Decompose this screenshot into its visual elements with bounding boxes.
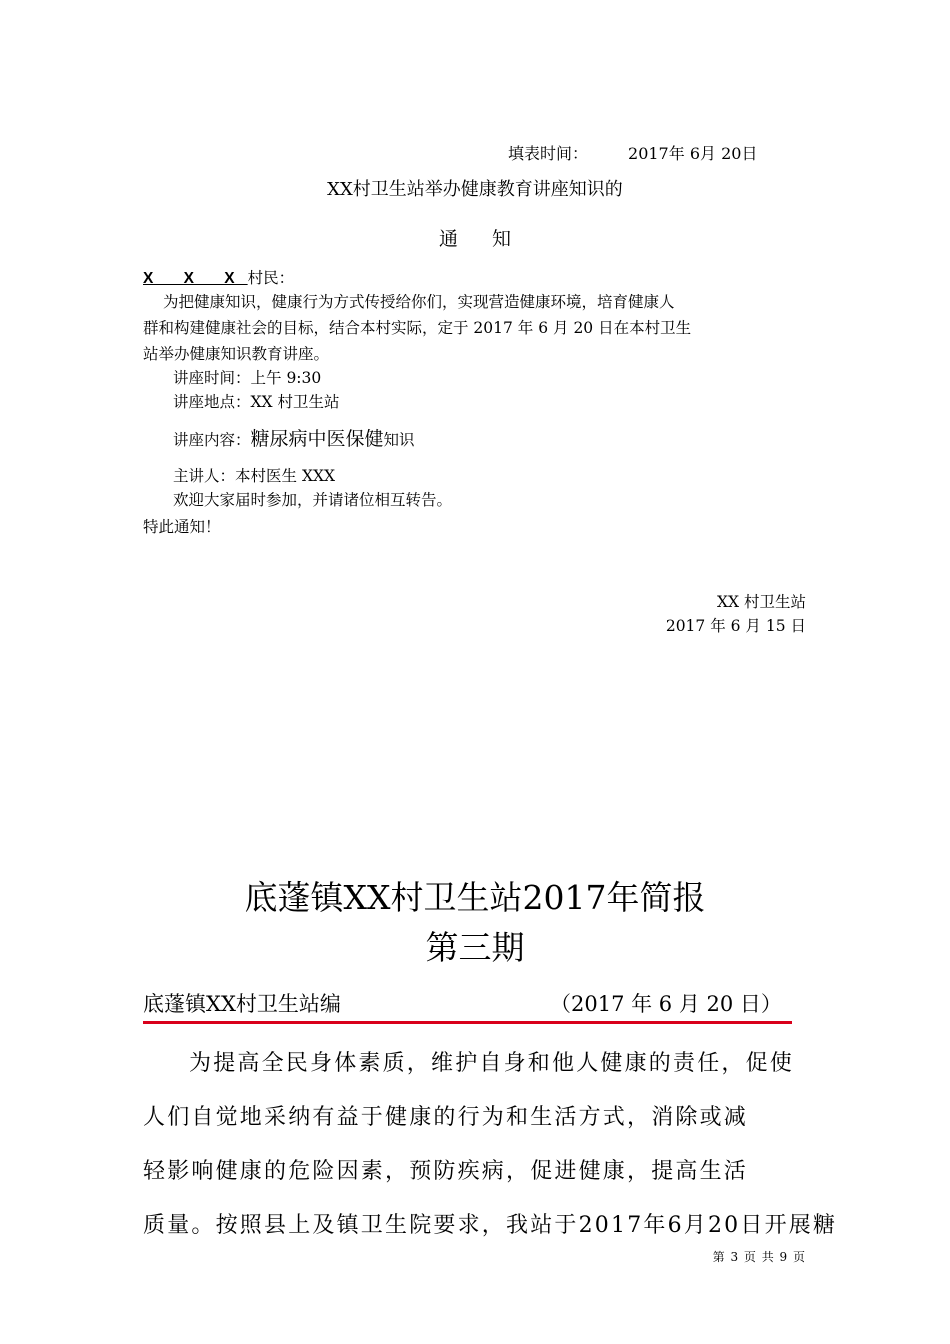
lecture-place-row xyxy=(173,390,340,412)
red-divider-rule xyxy=(143,1021,792,1024)
lecture-place-value: XX 村卫生站 xyxy=(250,393,340,411)
notice-subtitle: 通知 xyxy=(438,228,545,250)
bulletin-editor: 底蓬镇XX村卫生站编 xyxy=(143,992,341,1016)
addressee-suffix: 村民： xyxy=(247,269,295,287)
signature-org: XX 村卫生站 xyxy=(717,593,806,611)
closing-line: 特此通知！ xyxy=(143,518,221,536)
lecture-content-suffix: 知识 xyxy=(383,431,415,449)
bulletin-date: （2017 年 6 月 20 日） xyxy=(550,992,782,1016)
lecture-content-row xyxy=(173,424,415,451)
bulletin-title: 底蓬镇XX村卫生站2017年简报 xyxy=(244,878,706,917)
page-footer: 第 3 页 共 9 页 xyxy=(712,1250,806,1264)
intro-line: 群和构建健康社会的目标，结合本村实际，定于 2017 年 6 月 20 日在本村卫生 xyxy=(143,319,692,337)
lecture-time-label: 讲座时间： xyxy=(173,369,251,387)
lecture-content-label: 讲座内容： xyxy=(173,431,251,449)
body-line: 质量。按照县上及镇卫生院要求，我站于2017年6月20日开展糖 xyxy=(143,1213,838,1238)
bulletin-body xyxy=(143,1037,838,1253)
intro-line: 为把健康知识，健康行为方式传授给你们，实现营造健康环境，培育健康人 xyxy=(163,293,675,311)
body-line: 人们自觉地采纳有益于健康的行为和生活方式，消除或减 xyxy=(143,1105,749,1130)
signature-date: 2017 年 6 月 15 日 xyxy=(665,617,806,635)
notice-intro xyxy=(143,289,808,367)
fill-time-line xyxy=(508,141,757,164)
body-line: 轻影响健康的危险因素，预防疾病，促进健康，提高生活 xyxy=(143,1159,749,1184)
body-line: 为提高全民身体素质，维护自身和他人健康的责任，促使 xyxy=(189,1051,795,1076)
welcome-line: 欢迎大家届时参加，并请诸位相互转告。 xyxy=(173,491,453,509)
lecture-time-value: 上午 9:30 xyxy=(250,369,322,387)
fill-time-label: 填表时间： xyxy=(508,144,589,163)
speaker-label: 主讲人： xyxy=(173,467,236,485)
lecture-place-label: 讲座地点： xyxy=(173,393,251,411)
addressee-name: X X X xyxy=(143,270,248,287)
fill-time-value: 2017年 6月 20日 xyxy=(628,144,758,163)
addressee-line xyxy=(143,266,294,288)
lecture-time-row xyxy=(173,366,321,388)
lecture-content-value: 糖尿病中医保健 xyxy=(250,428,384,450)
notice-title: XX村卫生站举办健康教育讲座知识的 xyxy=(327,179,623,200)
bulletin-editor-line xyxy=(143,988,793,1018)
speaker-value: 本村医生 XXX xyxy=(235,467,336,485)
speaker-row xyxy=(173,464,335,486)
intro-line: 站举办健康知识教育讲座。 xyxy=(143,345,330,363)
bulletin-issue: 第三期 xyxy=(425,928,525,967)
